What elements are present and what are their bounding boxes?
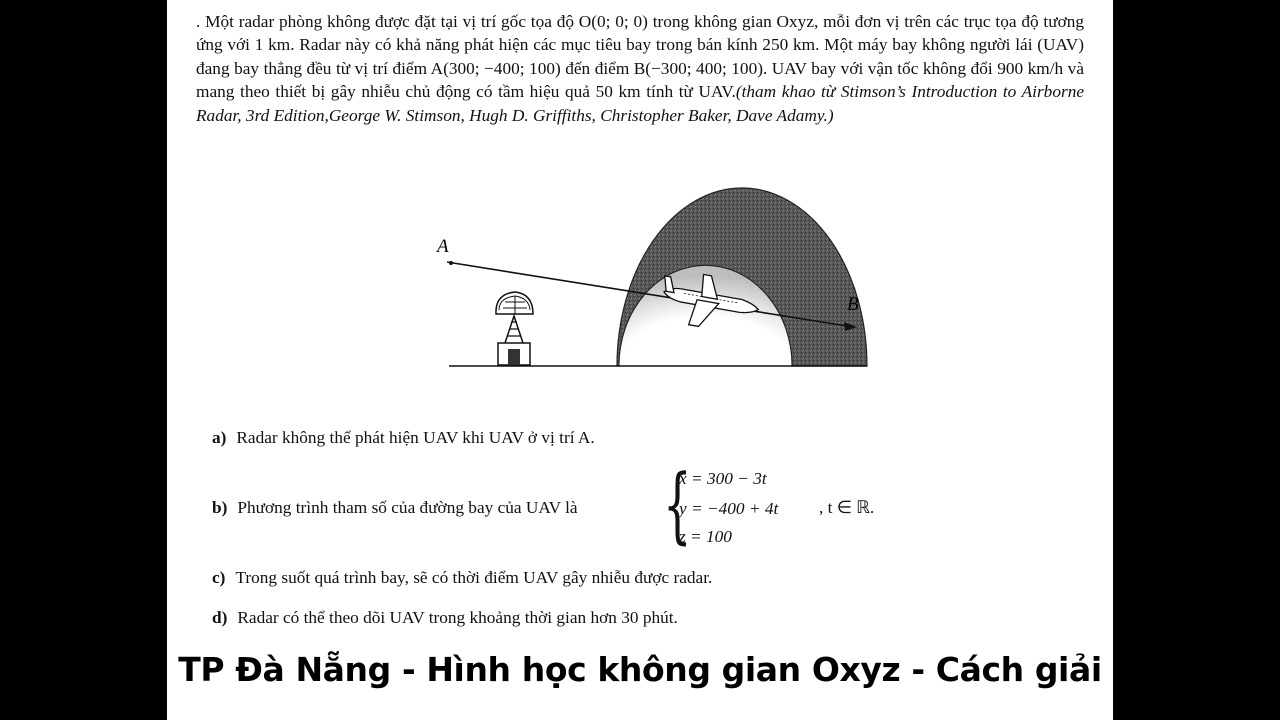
option-d: [212, 608, 678, 628]
option-d-text: Radar có thể theo dõi UAV trong khoảng thời gian hơn 30 phút.: [237, 608, 678, 627]
equation-x: x = 300 − 3t: [679, 469, 767, 488]
point-b-label: B: [847, 294, 859, 315]
radar-figure: [437, 186, 867, 386]
option-a: [212, 428, 595, 448]
option-a-text: Radar không thể phát hiện UAV khi UAV ở vị trí A.: [236, 428, 595, 447]
document-page: [167, 0, 1113, 720]
problem-intro-text: . Một radar phòng không được đặt tại vị trí gốc tọa độ O(0; 0; 0) trong không gian Oxyz, mỗi đơn vị trên các trục tọa độ tương ứng với 1 km. Radar này có khả năng phát hiện các mục tiêu bay trong bán kính 250 km. Một máy bay không người lái (UAV) đang bay thẳng đều từ vị trí điểm A(300; −400; 100) đến điểm B(−300; 400; 100). UAV bay với vận tốc không đổi 900 km/h và mang theo thiết bị gây nhiễu chủ động có tầm hiệu quả 50 km tính từ UAV.: [196, 12, 1084, 102]
option-b: [212, 498, 578, 518]
option-b-label: b): [212, 498, 228, 517]
equation-z: z = 100: [679, 527, 732, 546]
problem-reference: (tham khao từ Stimson’s Introduction to Airborne Radar, 3rd Edition,George W. Stimson, Hugh D. Griffiths, Christopher Baker, Dave Adamy.): [196, 82, 1085, 125]
radar-station-icon: [496, 292, 533, 365]
system-brace: {: [663, 458, 692, 553]
option-a-label: a): [212, 428, 227, 447]
point-a-label: A: [437, 236, 449, 257]
parameter-domain: , t ∈ ℝ.: [819, 498, 875, 517]
equation-y: y = −400 + 4t: [679, 499, 779, 518]
problem-statement: [196, 10, 1084, 127]
option-c-text: Trong suốt quá trình bay, sẽ có thời điểm UAV gây nhiễu được radar.: [235, 568, 713, 587]
point-a-marker: [449, 261, 453, 265]
option-c-label: c): [212, 568, 226, 587]
video-caption: TP Đà Nẵng - Hình học không gian Oxyz - Cách giải: [178, 650, 1102, 689]
option-b-text: Phương trình tham số của đường bay của UAV là: [237, 498, 578, 517]
option-d-label: d): [212, 608, 228, 627]
option-c: [212, 568, 712, 588]
